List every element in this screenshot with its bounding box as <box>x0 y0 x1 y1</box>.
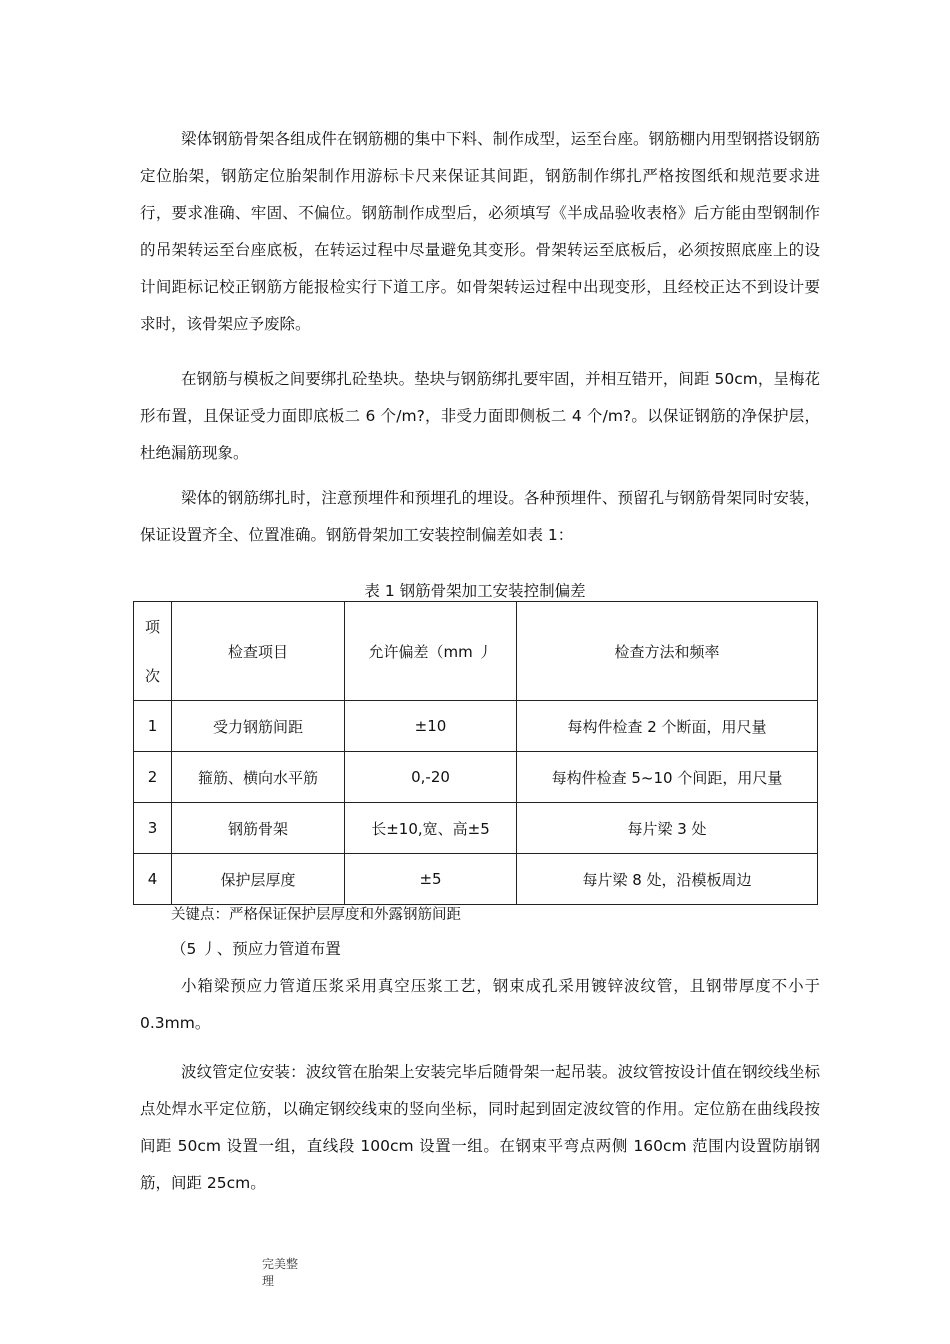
paragraph-grouting: 小箱梁预应力管道压浆采用真空压浆工艺，钢束成孔采用镀锌波纹管，且钢带厚度不小于 0.3mm。 <box>140 977 820 1032</box>
header-check-item: 检查项目 <box>172 602 345 701</box>
cell-tolerance: 0,-20 <box>345 752 517 803</box>
section-heading: （5 丿、预应力管道布置 <box>171 940 341 958</box>
table-row <box>134 701 818 752</box>
header-method: 检查方法和频率 <box>517 602 818 701</box>
paragraph-rebar-fabrication: 梁体钢筋骨架各组成件在钢筋棚的集中下料、制作成型，运至台座。钢筋棚内用型钢搭设钢筋定位胎架，钢筋定位胎架制作用游标卡尺来保证其间距，钢筋制作绑扎严格按图纸和规范要求进行，要求准确、牢固、不偏位。钢筋制作成型后，必须填写《半成品验收表格》后方能由型钢制作的吊架转运至台座底板，在转运过程中尽量避免其变形。骨架转运至底板后，必须按照底座上的设计间距标记校正钢筋方能报检实行下道工序。如骨架转运过程中出现变形，且经校正达不到设计要求时，该骨架应予废除。 <box>140 130 820 333</box>
cell-number: 4 <box>134 854 172 905</box>
header-number-top: 项 <box>144 618 160 636</box>
table-caption: 表 1 钢筋骨架加工安装控制偏差 <box>364 582 586 600</box>
header-tolerance: 允许偏差（mm 丿 <box>345 602 517 701</box>
key-point-note: 关键点：严格保证保护层厚度和外露钢筋间距 <box>171 907 461 923</box>
cell-method: 每片梁 3 处 <box>517 803 818 854</box>
cell-number: 1 <box>134 701 172 752</box>
cell-method: 每构件检查 2 个断面，用尺量 <box>517 701 818 752</box>
footer-line-1: 完美整 <box>262 1257 299 1271</box>
cell-item: 钢筋骨架 <box>172 803 345 854</box>
paragraph-duct-positioning: 波纹管定位安装：波纹管在胎架上安装完毕后随骨架一起吊装。波纹管按设计值在钢绞线坐标点处焊水平定位筋，以确定钢绞线束的竖向坐标，同时起到固定波纹管的作用。定位筋在曲线段按间距 50cm 设置一组，直线段 100cm 设置一组。在钢束平弯点两侧 160cm 范围内设置防崩钢筋，间距 25cm。 <box>140 1063 820 1192</box>
tolerance-table <box>133 601 818 905</box>
cell-item: 箍筋、横向水平筋 <box>172 752 345 803</box>
cell-tolerance: 长±10,宽、高±5 <box>345 803 517 854</box>
cell-item: 保护层厚度 <box>172 854 345 905</box>
paragraph-spacer-blocks: 在钢筋与模板之间要绑扎砼垫块。垫块与钢筋绑扎要牢固，并相互错开，间距 50cm，呈梅花形布置，且保证受力面即底板二 6 个/m?，非受力面即侧板二 4 个/m?。以保证钢筋的净保护层，杜绝漏筋现象。 <box>140 370 820 462</box>
header-item-number <box>134 602 172 701</box>
table-row <box>134 752 818 803</box>
paragraph-embedded-parts: 梁体的钢筋绑扎时，注意预埋件和预埋孔的埋设。各种预埋件、预留孔与钢筋骨架同时安装，保证设置齐全、位置准确。钢筋骨架加工安装控制偏差如表 1： <box>140 489 820 544</box>
cell-method: 每片梁 8 处，沿模板周边 <box>517 854 818 905</box>
table-row <box>134 854 818 905</box>
cell-method: 每构件检查 5~10 个间距，用尺量 <box>517 752 818 803</box>
footer-line-2: 理 <box>262 1274 275 1288</box>
cell-tolerance: ±5 <box>345 854 517 905</box>
cell-item: 受力钢筋间距 <box>172 701 345 752</box>
cell-tolerance: ±10 <box>345 701 517 752</box>
table-row <box>134 803 818 854</box>
table-header-row <box>134 602 818 701</box>
cell-number: 3 <box>134 803 172 854</box>
cell-number: 2 <box>134 752 172 803</box>
page-footer <box>262 1256 308 1290</box>
header-number-bottom: 次 <box>144 667 160 685</box>
